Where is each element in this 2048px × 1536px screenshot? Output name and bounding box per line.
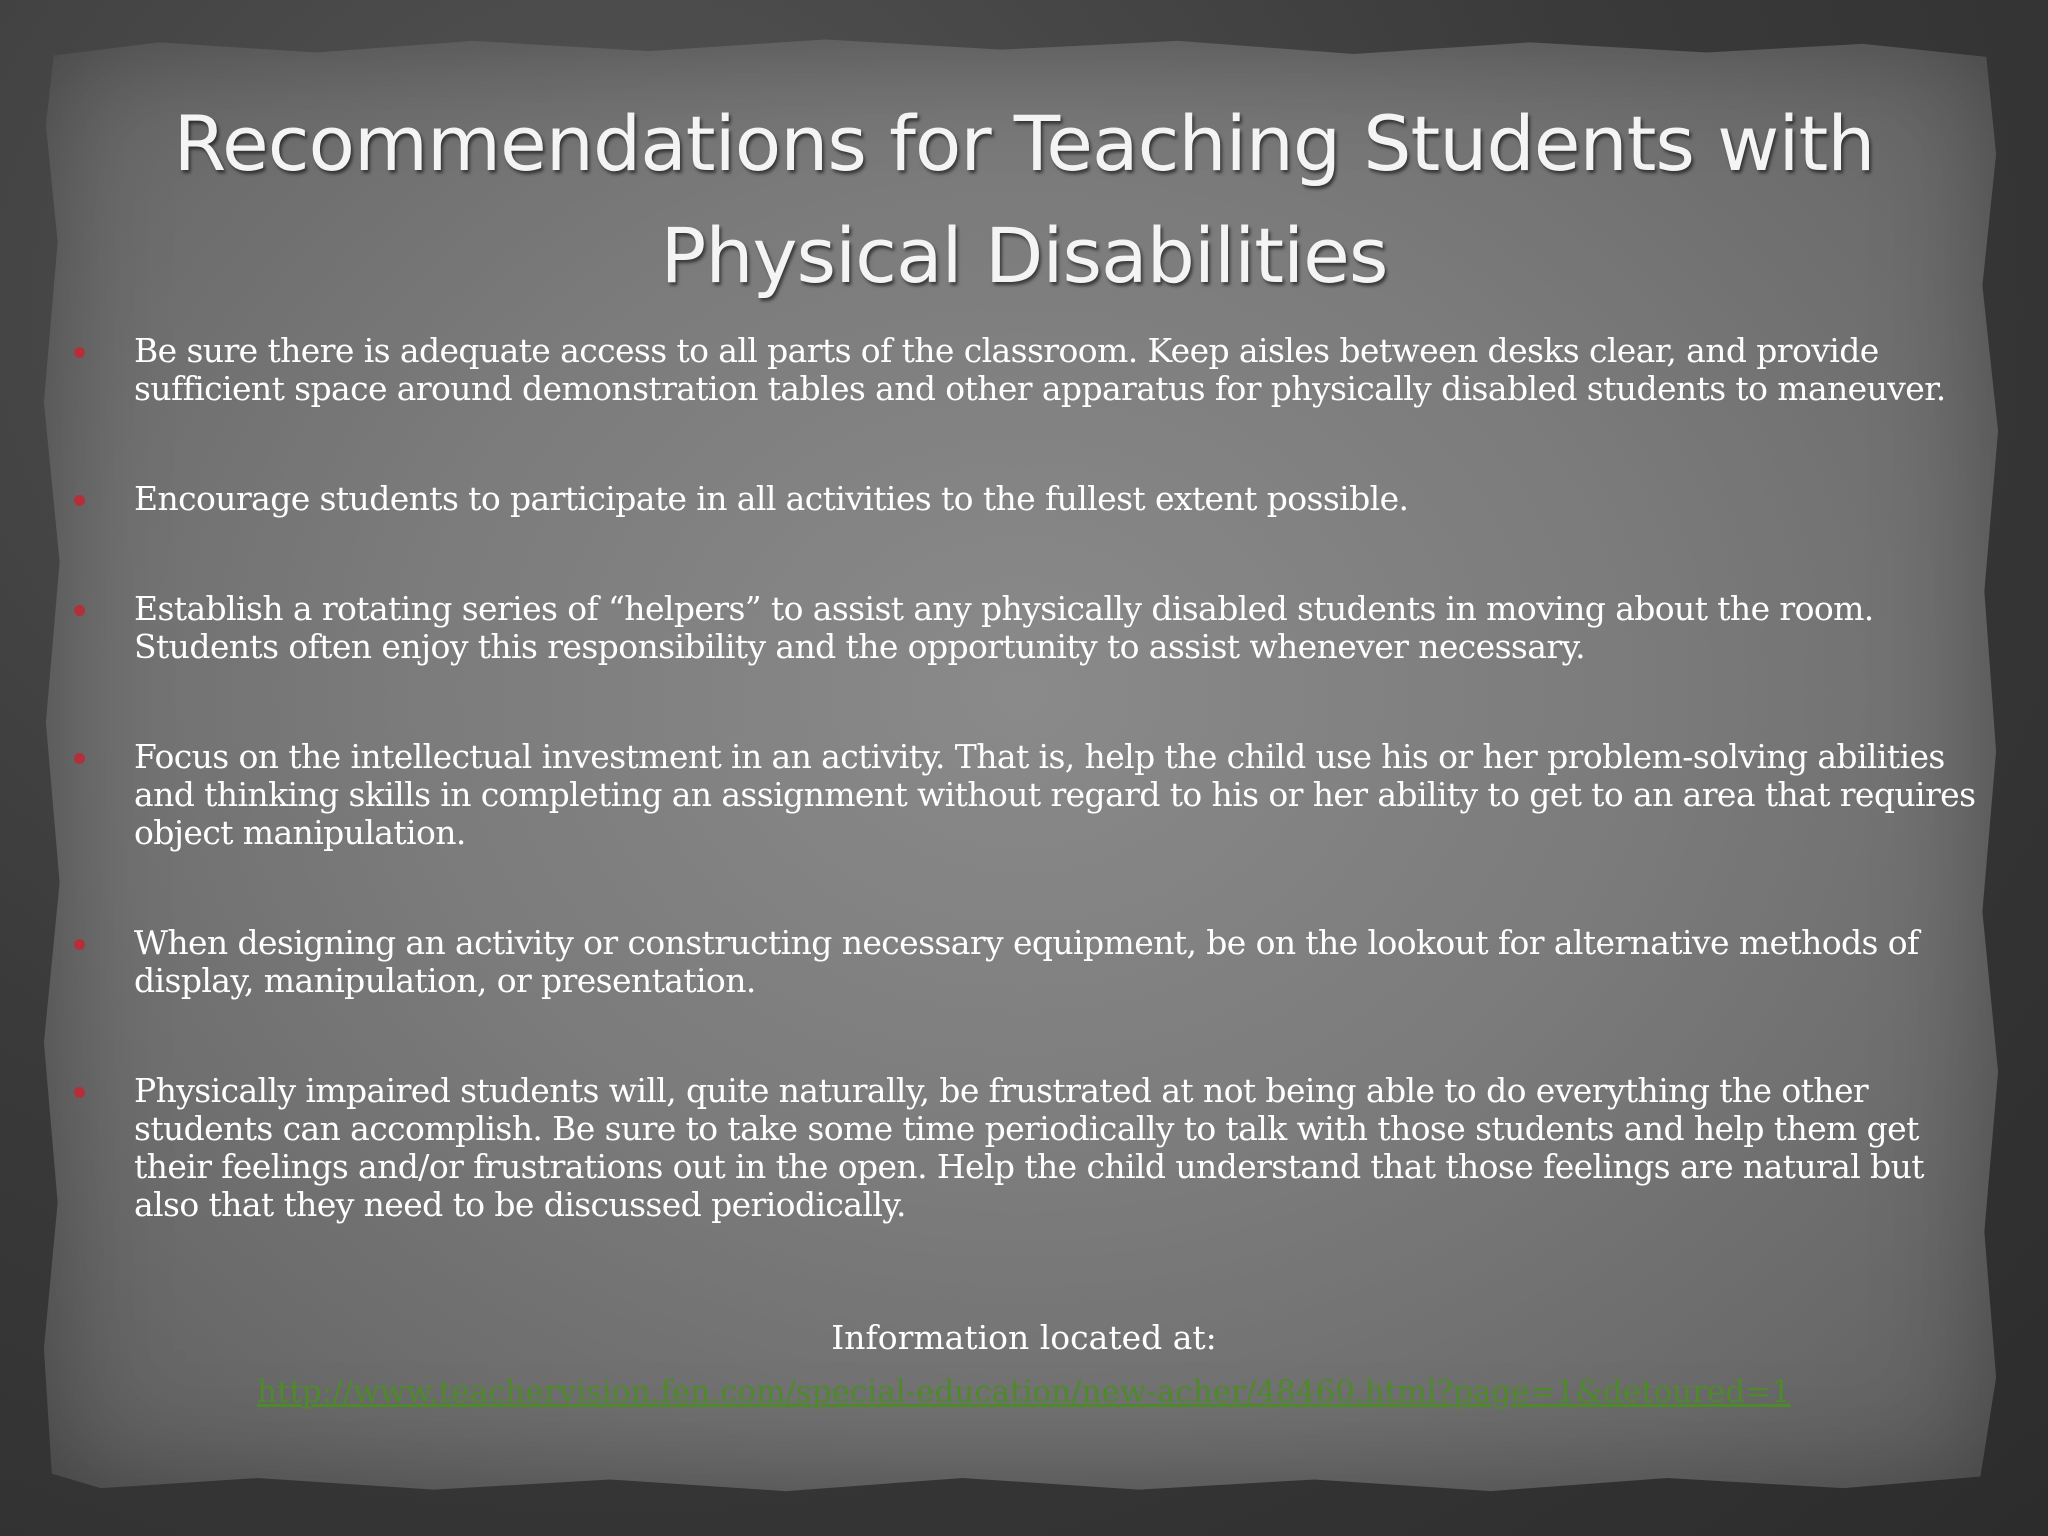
bullet-item — [74, 332, 1984, 408]
bullet-dot-icon — [74, 495, 85, 506]
bullet-text: Be sure there is adequate access to all parts of the classroom. Keep aisles between desks clear, and provide sufficient space around demonstration tables and other apparatus for physically disabled students to maneuver. — [134, 331, 1946, 408]
bullet-item — [74, 738, 1984, 852]
bullet-item — [74, 1072, 1984, 1224]
bullet-dot-icon — [74, 1087, 85, 1098]
bullet-text: Physically impaired students will, quite naturally, be frustrated at not being able to do everything the other students can accomplish. Be sure to take some time periodically to talk with those students and help them get their feelings and/or frustrations out in the open. Help the child understand that those feelings are natural but also that they need to be discussed periodically. — [134, 1071, 1924, 1224]
bullet-item — [74, 480, 1984, 518]
slide-title: Recommendations for Teaching Students with Physical Disabilities — [173, 99, 1875, 300]
bullet-dot-icon — [74, 605, 85, 616]
bullet-item — [74, 924, 1984, 1000]
bullet-text: Focus on the intellectual investment in an activity. That is, help the child use his or her problem-solving abilities and thinking skills in completing an assignment without regard to his or her ability to get to an area that requires object manipulation. — [134, 737, 1976, 852]
bullet-text: When designing an activity or constructing necessary equipment, be on the lookout for alternative methods of display, manipulation, or presentation. — [134, 923, 1919, 1000]
bullet-list — [74, 332, 1984, 1296]
bullet-dot-icon — [74, 347, 85, 358]
source-link[interactable]: http://www.teachervision.fen.com/special-education/new-acher/48460.html?page=1&detoured=1 — [257, 1374, 1791, 1410]
source-label: Information located at: — [831, 1318, 1217, 1357]
bullet-item — [74, 590, 1984, 666]
bullet-dot-icon — [74, 753, 85, 764]
bullet-text: Encourage students to participate in all activities to the fullest extent possible. — [134, 479, 1409, 518]
bullet-dot-icon — [74, 939, 85, 950]
bullet-text: Establish a rotating series of “helpers” to assist any physically disabled students in moving about the room. Students often enjoy this responsibility and the opportunity to assist whenever necessary. — [134, 589, 1874, 666]
